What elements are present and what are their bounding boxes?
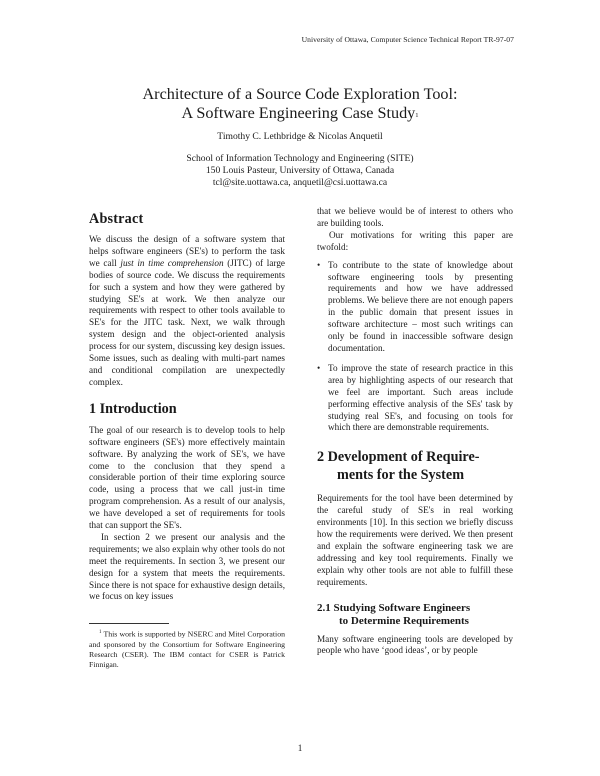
affiliation bbox=[0, 153, 600, 189]
subsection-2-1-line-2: to Determine Requirements bbox=[339, 614, 469, 627]
subsection-2-1-heading bbox=[317, 602, 513, 628]
title-line-2 bbox=[0, 104, 600, 123]
affiliation-line-2: 150 Louis Pasteur, University of Ottawa, Canada bbox=[205, 165, 395, 177]
introduction-heading: 1 Introduction bbox=[89, 400, 177, 417]
title-line-1: Architecture of a Source Code Exploration Tool: bbox=[142, 85, 458, 103]
continuation-text: that we believe would be of interest to others who are building tools. bbox=[317, 206, 513, 228]
section-2-heading-line-2: ments for the System bbox=[337, 467, 465, 484]
subsection-2-1-paragraph: Many software engineering tools are developed by people who have ‘good ideas’, or by people bbox=[317, 633, 513, 656]
abstract-text bbox=[89, 234, 285, 389]
section-2-heading-line-1: 2 Development of Require- bbox=[317, 449, 480, 466]
footnote bbox=[89, 628, 285, 671]
list-item: • To contribute to the state of knowledge about software engineering tools by presenting requirements and how we have addressed problems. We believe there are not enough papers in the public domain that present issues in software architecture – most such writings can only be found in inaccessible software design documentation. bbox=[317, 260, 513, 355]
title-line-2-text: A Software Engineering Case Study bbox=[181, 104, 416, 122]
left-column bbox=[89, 210, 285, 603]
motivations-text: Our motivations for writing this paper are twofold: bbox=[317, 229, 513, 252]
section-2-heading bbox=[317, 448, 513, 484]
subsection-2-1-line-1: 2.1 Studying Software Engineers bbox=[317, 601, 471, 614]
authors: Timothy C. Lethbridge & Nicolas Anquetil bbox=[217, 131, 383, 142]
affiliation-emails: tcl@site.uottawa.ca, anquetil@csi.uottawa.ca bbox=[212, 177, 388, 189]
list-item: • To improve the state of research practice in this area by highlighting aspects of our research that we feel are important. Such areas include performing effective analysis of the SEs' task by studying real SE's, and focusing on tools for which there are demonstrable requirements. bbox=[317, 363, 513, 434]
abstract-heading: Abstract bbox=[89, 211, 144, 227]
abstract-text-a: We discuss the design of a software system that helps software engineers (SE's) to perform the task we call bbox=[89, 234, 285, 268]
paper-title bbox=[0, 85, 600, 123]
footnote-rule bbox=[89, 623, 169, 624]
right-column bbox=[317, 206, 513, 657]
abstract-text-b: (JITC) of large bodies of source code. We discuss the requirements for such a system and how they were gathered by studying SE's at work. We then analyze our requirements with respect to other tools available to SE's for the JITC task. Next, we walk through system design and the object-oriented analysis process for our system, discussing key design issues. Some issues, such as dealing with multi-part names and conditional compilation are unexpectedly complex. bbox=[89, 257, 285, 387]
running-header: University of Ottawa, Computer Science Technical Report TR-97-07 bbox=[301, 35, 514, 44]
section-2-paragraph: Requirements for the tool have been determined by the careful study of SE's in real working environments [10]. In this section we briefly discuss how the requirements were derived. We then present and explain the software engineering task we are addressing and key tool requirements. Finally we explain why other tools are not able to fulfill these requirements. bbox=[317, 493, 513, 587]
affiliation-line-1: School of Information Technology and Engineering (SITE) bbox=[186, 153, 414, 164]
intro-paragraph-2: In section 2 we present our analysis and the requirements; we also explain why other tools do not meet the requirements. In section 3, we present our design for a system that meets the requirements. Since there is not space for exhaustive design details, we focus on key issues bbox=[89, 531, 285, 602]
intro-paragraph-1: The goal of our research is to develop tools to help software engineers (SE's) more effectively maintain software. By analyzing the work of SE's, we have come to the conclusion that they spend a considerable portion of their time exploring source code, using a process that we call just-in time program comprehension. As a result of our analysis, we have developed a set of requirements for tools that can support the SE's. bbox=[89, 424, 285, 531]
page-number: 1 bbox=[297, 743, 303, 753]
footnote-text: This work is supported by NSERC and Mitel Corporation and sponsored by the Consortium for Software Engineering Research (CSER). The IBM contact for CSER is Patrick Finnigan. bbox=[89, 629, 285, 670]
motivation-list bbox=[317, 260, 513, 435]
footnote-mark: 1 bbox=[99, 630, 102, 635]
title-footnote-mark: 1 bbox=[415, 112, 419, 119]
abstract-italic-term: just in time comprehension bbox=[120, 257, 224, 268]
